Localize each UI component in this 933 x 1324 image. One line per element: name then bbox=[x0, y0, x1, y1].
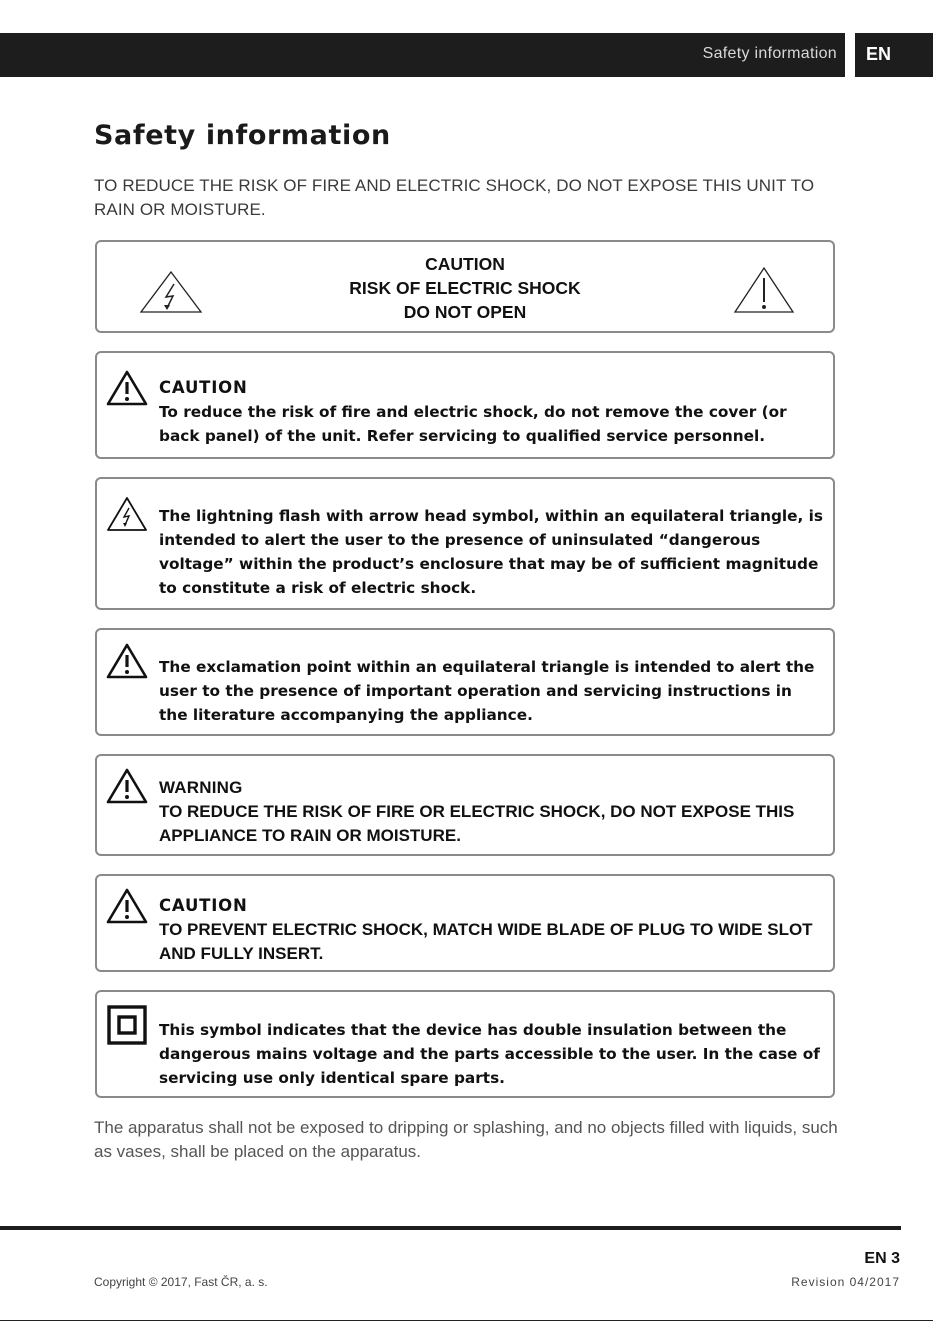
notice-body: To reduce the risk of fire and electric shock, do not remove the cover (or back panel) of the unit. Refer servicing to qualified service personnel. bbox=[159, 403, 787, 445]
intro-text: TO REDUCE THE RISK OF FIRE AND ELECTRIC SHOCK, DO NOT EXPOSE THIS UNIT TO RAIN OR MOISTURE. bbox=[94, 176, 815, 219]
warning-triangle-icon bbox=[106, 370, 148, 406]
notice-body: This symbol indicates that the device has double insulation between the dangerous mains voltage and the parts accessible to the user. In the case of servicing use only identical spare parts. bbox=[159, 1021, 820, 1087]
header-section-title: Safety information bbox=[702, 45, 837, 62]
language-badge: EN bbox=[855, 33, 933, 77]
notice-text bbox=[159, 894, 825, 966]
notice-body: The exclamation point within an equilateral triangle is intended to alert the user to the presence of important operation and servicing instructions in the literature accompanying the appliance. bbox=[159, 658, 815, 724]
notice-body: The lightning flash with arrow head symbol, within an equilateral triangle, is intended to alert the user to the presence of uninsulated “dangerous voltage” within the product’s enclosure that may be of sufficient magnitude to constitute a risk of electric shock. bbox=[159, 507, 824, 597]
warning-triangle-icon bbox=[106, 643, 148, 679]
caution-label-line3: DO NOT OPEN bbox=[403, 302, 527, 322]
notice-text bbox=[159, 504, 825, 600]
page-number: EN 3 bbox=[864, 1250, 900, 1267]
notice-box-caution-plug bbox=[95, 874, 835, 972]
notice-text bbox=[159, 655, 825, 727]
notice-box-lightning-symbol bbox=[95, 477, 835, 610]
outro-text: The apparatus shall not be exposed to dripping or splashing, and no objects filled with liquids, such as vases, shall be placed on the apparatus. bbox=[94, 1118, 838, 1161]
notice-box-warning-moisture bbox=[95, 754, 835, 856]
copyright-text: Copyright © 2017, Fast ČR, a. s. bbox=[94, 1275, 268, 1289]
notice-text bbox=[159, 376, 825, 448]
caution-label-text bbox=[97, 252, 833, 324]
notice-box-double-insulation bbox=[95, 990, 835, 1098]
lightning-triangle-icon bbox=[106, 496, 148, 532]
double-insulation-icon bbox=[107, 1005, 147, 1045]
notice-text bbox=[159, 776, 825, 848]
caution-label-line1: CAUTION bbox=[425, 254, 505, 274]
footer-rule bbox=[0, 1226, 901, 1230]
notice-label: CAUTION bbox=[159, 378, 248, 397]
notice-label: CAUTION bbox=[159, 896, 248, 915]
notice-body: TO REDUCE THE RISK OF FIRE OR ELECTRIC SHOCK, DO NOT EXPOSE THIS APPLIANCE TO RAIN OR MOISTURE. bbox=[159, 802, 795, 845]
revision-text: Revision 04/2017 bbox=[791, 1275, 900, 1289]
exclamation-triangle-icon bbox=[733, 266, 795, 314]
notice-box-caution-cover bbox=[95, 351, 835, 459]
notice-label: WARNING bbox=[159, 778, 243, 797]
notice-box-exclamation-symbol bbox=[95, 628, 835, 736]
bottom-rule bbox=[0, 1320, 933, 1321]
notice-text bbox=[159, 1018, 825, 1090]
notice-body: TO PREVENT ELECTRIC SHOCK, MATCH WIDE BLADE OF PLUG TO WIDE SLOT AND FULLY INSERT. bbox=[159, 920, 813, 963]
warning-triangle-icon bbox=[106, 768, 148, 804]
page-title: Safety information bbox=[94, 120, 391, 151]
header-bar bbox=[0, 33, 845, 77]
caution-label-box bbox=[95, 240, 835, 333]
caution-label-line2: RISK OF ELECTRIC SHOCK bbox=[349, 278, 581, 298]
warning-triangle-icon bbox=[106, 888, 148, 924]
